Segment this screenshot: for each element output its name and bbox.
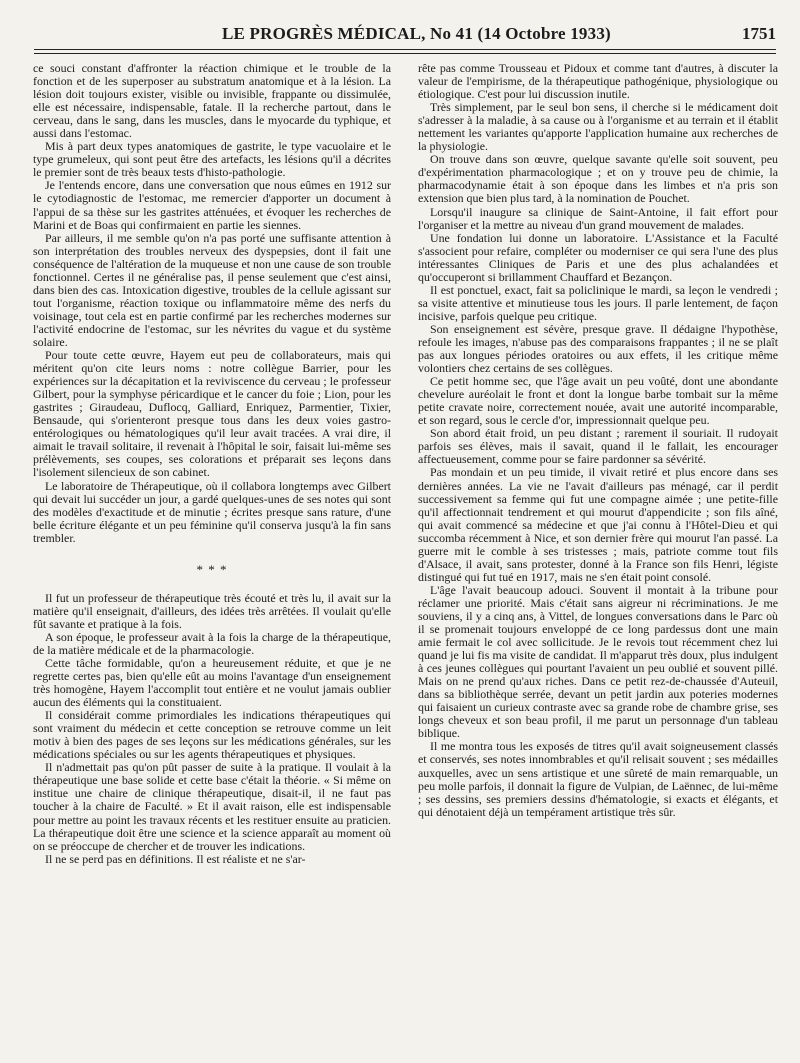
paragraph: Très simplement, par le seul bon sens, il cherche si le médicament doit s'adresser à la maladie, à sa cause ou à l'organisme et au terrain et il établit nettement les variantes qu'apporte l'application humaine aux recherches de la physiologie. bbox=[418, 100, 778, 154]
paragraph: Le laboratoire de Thérapeutique, où il collabora longtemps avec Gilbert qui devait lui succéder un jour, a gardé quelques-unes de ses notes qui sont des modèles d'exactitude et de minutie ; écrites presque sans rature, d'une belle écriture élégante et un peu féminine qu'il conserva jusqu'à la fin sans trembler. bbox=[33, 478, 391, 545]
paragraph: Une fondation lui donne un laboratoire. L'Assistance et la Faculté s'associent pour refaire, compléter ou moderniser ce qui sera l'une des plus intéressantes Cliniques de Paris et une des plus achalandées et qu'occuperont si brillamment Chauffard et Bezançon. bbox=[418, 230, 778, 284]
page-header bbox=[34, 24, 776, 46]
header-rule bbox=[34, 49, 776, 50]
paragraph: rête pas comme Trousseau et Pidoux et comme tant d'autres, à discuter la valeur de l'empirisme, de la thérapeutique pathogénique, physiologique ou étiologique. C'est pour lui discussion inutile. bbox=[418, 62, 778, 102]
paragraph: Il considérait comme primordiales les indications thérapeutiques qui sont vraiment du médecin et cette conception se retrouve comme un leit motiv à bien des pages de ses leçons sur les médications générales, sur les médications spéciales ou sur les agents thérapeutiques et physiques. bbox=[33, 708, 391, 762]
paragraph: Mis à part deux types anatomiques de gastrite, le type vacuolaire et le type grumeleux, qui sont peut être des artefacts, les lésions qu'il a décrites le premier sont de très beaux tests d'histo-pathologie. bbox=[33, 139, 391, 180]
right-column bbox=[418, 62, 778, 1062]
paragraph: A son époque, le professeur avait à la fois la charge de la thérapeutique, de la matière médicale et de la pharmacologie. bbox=[33, 629, 391, 657]
paragraph: Il est ponctuel, exact, fait sa policlinique le mardi, sa leçon le vendredi ; sa visite attentive et minutieuse tous les jours. Il parle lentement, de façon incisive, parfois quelque peu critique. bbox=[418, 282, 778, 323]
page-number: 1751 bbox=[742, 24, 776, 43]
paragraph: Il me montra tous les exposés de titres qu'il avait soigneusement classés et conservés, ses notes innombrables et qu'il relisait souvent ; ses médailles auxquelles, avec un sens artistique et une sûreté de main remarquable, un peu molle parfois, il donnait la figure de Vulpian, de Laënnec, de lui-même ; ses dessins, ses premiers dessins d'hématologie, si exacts et élégants, et qui dénotaient déjà un tempérament artistique très sûr. bbox=[418, 739, 778, 819]
paragraph: Cette tâche formidable, qu'on a heureusement réduite, et que je ne regrette certes pas, bien qu'elle eût au moins l'avantage d'un enseignement très homogène, Hayem l'accomplit tout entière et ne voulut jamais oublier aucun des éléments qui la constituaient. bbox=[33, 655, 391, 710]
left-column bbox=[33, 62, 391, 1062]
paragraph: Lorsqu'il inaugure sa clinique de Saint-Antoine, il fait effort pour l'organiser et la mettre au niveau d'un grand mouvement de malades. bbox=[418, 204, 778, 232]
header-rule-thin bbox=[34, 53, 776, 54]
paragraph: Son abord était froid, un peu distant ; rarement il souriait. Il rudoyait parfois ses élèves, mais il savait, quand il le fallait, les encourager affectueusement, comme pour se faire pardonner sa sévérité. bbox=[418, 426, 778, 467]
paragraph: Il n'admettait pas qu'on pût passer de suite à la pratique. Il voulait à la thérapeutique une base solide et cette base c'était la théorie. « Si même on institue une chaire de clinique thérapeutique, disait-il, il ne faut pas toucher à la chaire de Faculté. » Et il avait raison, elle est indispensable pour mettre au point les travaux récents et les restituer ensuite au praticien. La thérapeutique doit être une science et la science apparaît au moment où on se préoccupe de chercher et de trouver les indications. bbox=[33, 760, 391, 853]
paragraph: ce souci constant d'affronter la réaction chimique et le trouble de la fonction et de les superposer au substratum anatomique et à la lésion. La lésion doit toujours exister, visible ou invisible, frappante ou dissimulée, elle est nécessaire, indispensable, fatale. Il la recherche partout, dans le cerveau, dans le sang, dans les muscles, dans le myocarde du typhique, et aussi dans l'estomac. bbox=[33, 62, 391, 141]
paragraph: Je l'entends encore, dans une conversation que nous eûmes en 1912 sur le cytodiagnostic de l'estomac, me remercier d'apporter un document à l'appui de sa thèse sur les gastrites atténuées, et évoquer les recherches de Marini et de Boas qui confirmaient en partie les siennes. bbox=[33, 178, 391, 232]
journal-title: LE PROGRÈS MÉDICAL, No 41 (14 Octobre 1933) bbox=[222, 24, 611, 43]
paragraph: Il ne se perd pas en définitions. Il est réaliste et ne s'ar- bbox=[45, 851, 306, 866]
paragraph: Pour toute cette œuvre, Hayem eut peu de collaborateurs, mais qui méritent qu'on cite leurs noms : notre collègue Barrier, pour les expériences sur la décapitation et la reviviscence du cerveau ; le professeur Gilbert, pour la symphyse péricardique et le cancer du foie ; Lion, pour les gastrites ; Giraudeau, Duflocq, Galliard, Enriquez, Parmentier, Tixier, Bensaude, qui s'orienteront presque tous dans les deux voies gastro-entérologiques ou hématologiques qu'il leur avait tracées. A vrai dire, il aimait le travail solitaire, il revenait à l'hôpital le soir, faisait lui-même ses prélèvements, ses coupes, ses colorations et préparait ses leçons dans l'isolement silencieux de son cabinet. bbox=[33, 348, 391, 480]
paragraph: Par ailleurs, il me semble qu'on n'a pas porté une suffisante attention à son interprétation des troubles nerveux des dyspepsies, dont il fait une conséquence de l'altération de la muqueuse et non une cause de son trouble fonctionnel. Certes il ne généralise pas, il pense seulement que c'est ainsi, dans bien des cas. Intoxication digestive, troubles de la cellule agissant sur tout l'organisme, réaction toxique ou inflammatoire même des nerfs du voisinage, tout cela est en partie confirmé par les recherches modernes sur l'activité endocrine de l'estomac, sur les névrites du vague et du système solaire. bbox=[33, 230, 391, 349]
paragraph: Ce petit homme sec, que l'âge avait un peu voûté, dont une abondante chevelure auréolait le front et dont la longue barbe tombait sur la même petite cravate noire, correctement nouée, avait une autorité incomparable, et son regard, sous le cercle d'or, impressionnait quelque peu. bbox=[418, 374, 778, 428]
paragraph: Il fut un professeur de thérapeutique très écouté et très lu, il avait sur la matière qu'il enseignait, d'ailleurs, des idées très arrêtées. Il voulait qu'elle fût savante et pratique à la fois. bbox=[33, 590, 391, 631]
paragraph: L'âge l'avait beaucoup adouci. Souvent il montait à la tribune pour réclamer une priorité. Mais c'était sans aigreur ni récriminations. Je me souviens, il y a cinq ans, à Vittel, de longues conversations dans le Parc où il se promenait toujours enveloppé de ce long pardessus dont une main amie fermait le col avec sollicitude. Je le revois tout récemment chez lui quand je lui fis ma visite de candidat. Il m'apparut très doux, plus indulgent à ces jeunes collègues qui pourtant l'avaient un peu oublié et souvent pillé. Mais on ne prend qu'aux riches. Dans ce petit rez-de-chaussée d'Auteuil, dans sa bibliothèque serrée, devant un petit jardin aux poteries modernes qui faisaient un curieux contraste avec sa grande robe de chambre grise, ses longs cheveux et son beau profil, il me parut un personnage d'un tableau biblique. bbox=[418, 582, 778, 741]
section-separator: * * * bbox=[196, 561, 228, 577]
paragraph: On trouve dans son œuvre, quelque savante qu'elle soit souvent, peu d'expérimentation pharmacologique ; et on y trouve peu de chimie, la pharmacodynamie était à son époque dans les limbes et n'a pris son extension que bien plus tard, à la nomination de Pouchet. bbox=[418, 152, 778, 206]
paragraph: Pas mondain et un peu timide, il vivait retiré et plus encore dans ses dernières années. La vie ne l'avait d'ailleurs pas ménagé, car il perdit successivement sa femme qui fut une compagne aimée ; une petite-fille qu'il affectionnait tendrement et qui mourut d'appendicite ; son fils aîné, qui avait commencé sa médecine et que j'ai connu à l'Hôtel-Dieu et qui succomba récemment à Nice, et son dernier frère qui mourut l'an passé. La guerre mit le comble à ses tristesses ; mais, patriote comme tout fils d'Alsace, il avait, sans protester, donné à la France son fils Henri, légiste distingué qui fut tué en 1917, mais ne s'en était point consolé. bbox=[418, 465, 778, 584]
paragraph: Son enseignement est sévère, presque grave. Il dédaigne l'hypothèse, refoule les images, n'abuse pas des comparaisons frappantes ; il ne se plaît pas aux longues périodes oratoires ou aux effets, il les critique même volontiers chez certains de ses collègues. bbox=[418, 321, 778, 376]
